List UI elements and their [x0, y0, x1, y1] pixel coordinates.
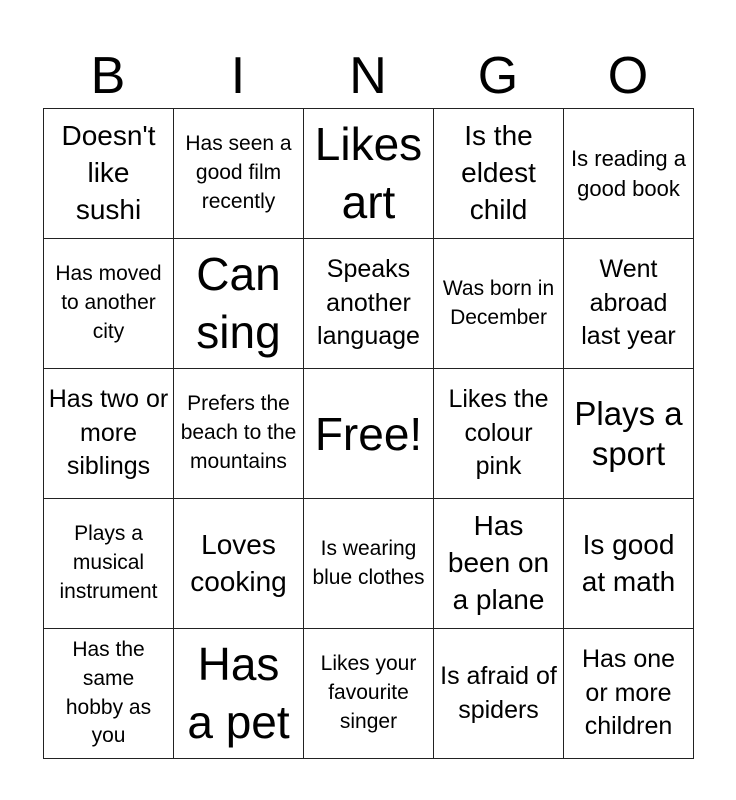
bingo-cell[interactable] — [434, 499, 564, 629]
cell-text: Loves cooking — [190, 528, 287, 597]
cell-text: Was born in December — [442, 276, 555, 329]
cell-text: Likes the colour pink — [448, 384, 549, 481]
bingo-cell[interactable] — [44, 499, 174, 629]
cell-text: Is good at math — [581, 528, 676, 597]
cell-text: Prefers the beach to the mountains — [180, 392, 297, 473]
cell-text: Likes art — [314, 118, 423, 228]
header-letter-n: N — [349, 47, 387, 105]
bingo-cell[interactable] — [434, 629, 564, 759]
free-space-cell[interactable] — [304, 369, 434, 499]
header-letter-g: G — [477, 47, 519, 105]
cell-text: Is wearing blue clothes — [312, 536, 425, 589]
cell-text: Speaks another language — [317, 254, 420, 351]
header-letter-b: B — [90, 47, 126, 105]
bingo-cell[interactable] — [44, 369, 174, 499]
bingo-cell[interactable] — [304, 629, 434, 759]
cell-text: Plays a sport — [574, 394, 683, 472]
cell-text: Is the eldest child — [461, 120, 536, 225]
cell-text: Can sing — [196, 248, 281, 358]
cell-text: Has one or more children — [581, 644, 676, 741]
bingo-cell[interactable] — [564, 629, 694, 759]
bingo-cell[interactable] — [304, 109, 434, 239]
cell-text: Doesn't like sushi — [61, 120, 156, 225]
bingo-cell[interactable] — [564, 499, 694, 629]
cell-text: Has been on a plane — [447, 510, 550, 615]
cell-text: Is reading a good book — [571, 145, 686, 201]
bingo-cell[interactable] — [304, 239, 434, 369]
bingo-cell[interactable] — [44, 239, 174, 369]
bingo-cell[interactable] — [174, 629, 304, 759]
bingo-cell[interactable] — [564, 369, 694, 499]
cell-text: Is afraid of spiders — [440, 661, 557, 724]
bingo-cell[interactable] — [174, 109, 304, 239]
cell-text: Has moved to another city — [55, 262, 162, 343]
bingo-cell[interactable] — [174, 499, 304, 629]
bingo-cell[interactable] — [434, 239, 564, 369]
cell-text: Free! — [314, 407, 423, 460]
bingo-cell[interactable] — [564, 239, 694, 369]
bingo-cell[interactable] — [434, 369, 564, 499]
cell-text: Has two or more siblings — [48, 384, 169, 481]
bingo-cell[interactable] — [174, 369, 304, 499]
cell-text: Went abroad last year — [581, 254, 676, 351]
cell-text: Likes your favourite singer — [320, 652, 417, 733]
bingo-header — [43, 44, 693, 108]
bingo-board — [43, 108, 694, 759]
bingo-cell[interactable] — [434, 109, 564, 239]
bingo-cell[interactable] — [44, 629, 174, 759]
cell-text: Plays a musical instrument — [59, 522, 158, 603]
header-letter-i: I — [230, 47, 246, 105]
cell-text: Has seen a good film recently — [185, 132, 292, 213]
bingo-cell[interactable] — [44, 109, 174, 239]
bingo-cell[interactable] — [304, 499, 434, 629]
bingo-cell[interactable] — [174, 239, 304, 369]
header-letter-o: O — [607, 47, 649, 105]
cell-text: Has a pet — [187, 638, 290, 748]
cell-text: Has the same hobby as you — [65, 637, 152, 748]
bingo-cell[interactable] — [564, 109, 694, 239]
